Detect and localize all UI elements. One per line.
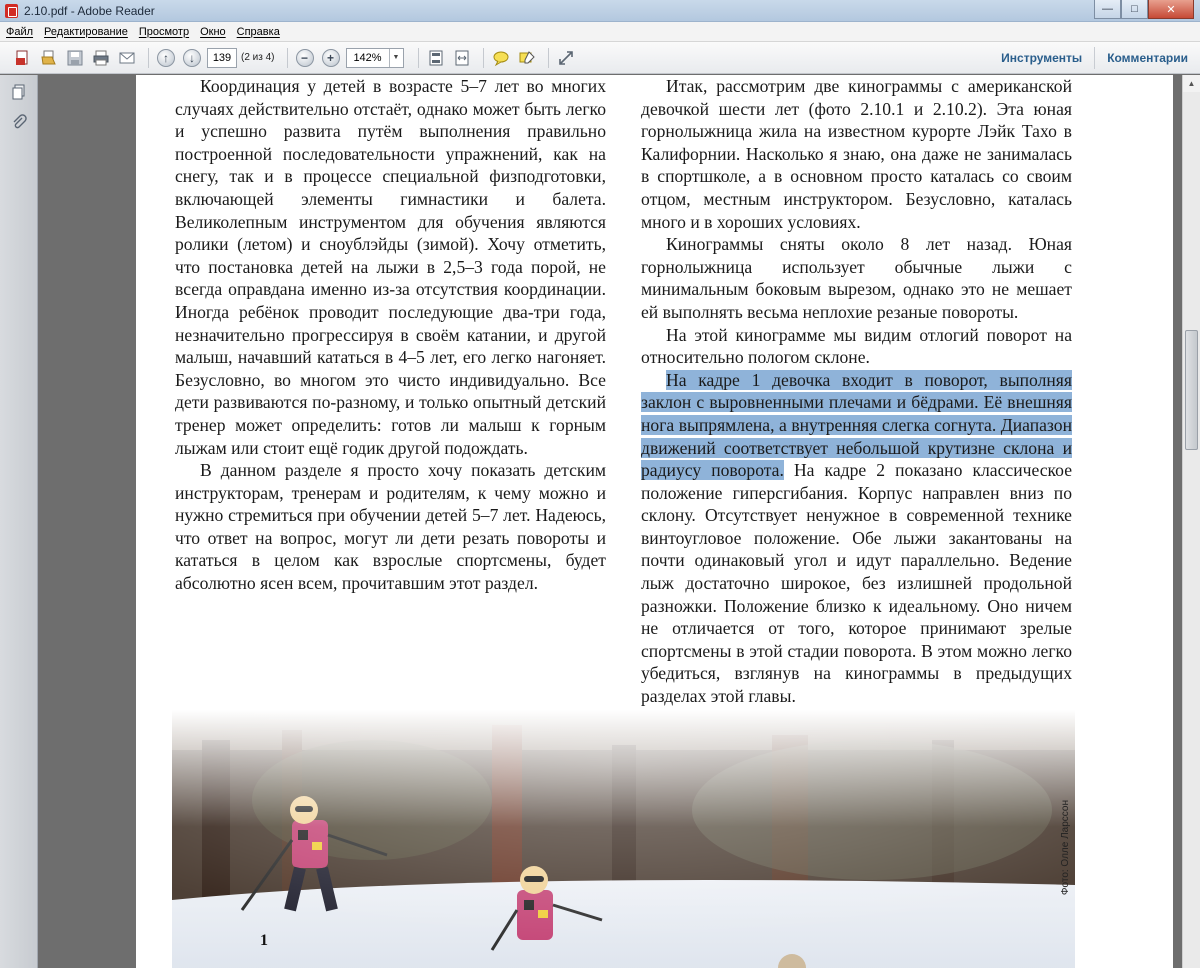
- create-pdf-icon[interactable]: [12, 47, 34, 69]
- window-title: 2.10.pdf - Adobe Reader: [24, 4, 155, 18]
- page-thumbnails-icon[interactable]: [8, 81, 30, 103]
- comments-link[interactable]: Комментарии: [1107, 51, 1188, 65]
- minimize-button[interactable]: —: [1094, 0, 1121, 19]
- toolbar: [0, 42, 1200, 74]
- zoom-out-button[interactable]: [294, 47, 316, 69]
- next-page-button[interactable]: [181, 47, 203, 69]
- arrow-down-icon: ↓: [183, 49, 201, 67]
- adobe-reader-icon: [5, 4, 18, 18]
- save-icon[interactable]: [64, 47, 86, 69]
- paragraph-with-selection: [641, 369, 1072, 708]
- open-file-icon[interactable]: [38, 47, 60, 69]
- scrollbar-thumb[interactable]: [1185, 330, 1198, 450]
- paragraph: На этой кинограмме мы видим отлогий поворот на относительно пологом склоне.: [641, 324, 1072, 368]
- page-count: (2 из 4): [241, 52, 275, 63]
- page-number-input[interactable]: 139: [207, 48, 237, 68]
- zoom-select[interactable]: [346, 48, 404, 68]
- paragraph-rest: На кадре 2 показано классическое положение гиперсгибания. Корпус направлен вниз по склону. Отсутствует ненужное в современной технике винтоугловое положение. Обе лыжи закантованы на почти одинаковый угол и идут параллельно. Ведение лыж достаточно широкое, без излишней продольной разножки. Положение близко к идеальному. Оно ничем не отличается от того, которое принимают зрелые спортсмены в этой стадии поворота. В этом можно легко убедиться, взглянув на кинограммы в предыдущих разделах этой главы.: [641, 460, 1072, 707]
- maximize-button[interactable]: □: [1121, 0, 1148, 19]
- plus-icon: +: [322, 49, 340, 67]
- zoom-value: 142%: [353, 51, 382, 64]
- previous-page-button[interactable]: [155, 47, 177, 69]
- email-icon[interactable]: [116, 47, 138, 69]
- right-text-column: [641, 75, 1072, 708]
- kinogram-photo: [172, 710, 1075, 968]
- close-button[interactable]: ✕: [1148, 0, 1194, 19]
- print-icon[interactable]: [90, 47, 112, 69]
- vertical-scrollbar[interactable]: [1182, 75, 1200, 968]
- fit-page-icon[interactable]: [425, 47, 447, 69]
- toolbar-separator: [483, 48, 484, 68]
- title-bar: [0, 0, 1200, 22]
- zoom-in-button[interactable]: [320, 47, 342, 69]
- menu-edit[interactable]: Редактирование: [44, 25, 128, 38]
- tools-link[interactable]: Инструменты: [1001, 51, 1083, 65]
- document-page: [136, 75, 1173, 968]
- toolbar-separator: [287, 48, 288, 68]
- full-screen-icon[interactable]: [555, 47, 577, 69]
- menu-view[interactable]: Просмотр: [138, 25, 190, 38]
- menu-file[interactable]: Файл: [6, 25, 34, 38]
- left-text-column: [175, 75, 606, 595]
- highlight-icon[interactable]: [516, 47, 538, 69]
- skier-photo-image: [172, 710, 1075, 968]
- attachments-icon[interactable]: [8, 111, 30, 133]
- toolbar-separator: [148, 48, 149, 68]
- scroll-up-arrow-icon[interactable]: ▲: [1183, 75, 1200, 92]
- chevron-down-icon[interactable]: ▼: [389, 49, 403, 67]
- arrow-up-icon: ↑: [157, 49, 175, 67]
- paragraph: Кинограммы сняты около 8 лет назад. Юная горнолыжница использует обычные лыжи с минимальным боковым вырезом, однако это не мешает ей выполнять весьма неплохие резаные повороты.: [641, 234, 1072, 322]
- minus-icon: −: [296, 49, 314, 67]
- comment-icon[interactable]: [490, 47, 512, 69]
- menu-bar: [0, 22, 1200, 42]
- window-controls: [1094, 0, 1194, 19]
- paragraph: Итак, рассмотрим две кинограммы с американской девочкой шести лет (фото 2.10.1 и 2.10.2). Эта юная горнолыжница жила на известном курорте Лэйк Тахо в Калифорнии. Насколько я знаю, она даже не занималась в спортшколе, а в основном просто каталась со своим отцом, местным инструктором. Безусловно, каталась много и в хороших условиях.: [641, 76, 1072, 232]
- menu-help[interactable]: Справка: [236, 25, 280, 38]
- paragraph: В данном разделе я просто хочу показать детским инструкторам, тренерам и родителям, к чему можно и нужно стремиться при обучении детей 5–7 лет. Надеюсь, что ответ на вопрос, могут ли дети резать повороты и кататься в целом как взрослые спортсмены, будет абсолютно ясен всем, прочитавшим этот раздел.: [175, 460, 606, 594]
- paragraph: Координация у детей в возрасте 5–7 лет во многих случаях действительно отстаёт, однако может быть легко и успешно развита путём выполнения правильно построенной последовательности упражнений, как на снегу, так и в процессе специальной физподготовки, включающей элементы гимнастики и балета. Великолепным инструментом для обучения являются ролики (летом) и сноублэйды (зимой). Хочу отметить, что постановка детей на лыжи в 2,5–3 года порой, не всегда оправдана именно из-за отсутствия координации. Иногда ребёнок проводит последующие два-три года, незначительно прогрессируя в своём катании, и другой малыш, начавший кататься в 4–5 лет, его легко нагоняет. Безусловно, во многом это чисто индивидуально. Все дети развиваются по-разному, и только опытный детский тренер может определить: готов ли малыш к горным лыжам или стоит ещё годик другой подождать.: [175, 76, 606, 458]
- menu-window[interactable]: Окно: [200, 25, 226, 38]
- toolbar-separator: [548, 48, 549, 68]
- frame-number-label: 1: [260, 932, 268, 949]
- photo-credit: Фото: Олле Ларссон: [1060, 800, 1071, 896]
- selected-text[interactable]: На кадре 1 девочка входит в поворот, выполняя заклон с выровненными плечами и бёдрами. Её внешняя нога выпрямлена, а внутренняя слегка согнута. Диапазон движений соответствует небольшой крутизне склона и радиусу поворота.: [641, 369, 1072, 481]
- toolbar-right-links: [989, 42, 1200, 74]
- fit-width-icon[interactable]: [451, 47, 473, 69]
- navigation-panel: [0, 75, 38, 968]
- toolbar-separator: [418, 48, 419, 68]
